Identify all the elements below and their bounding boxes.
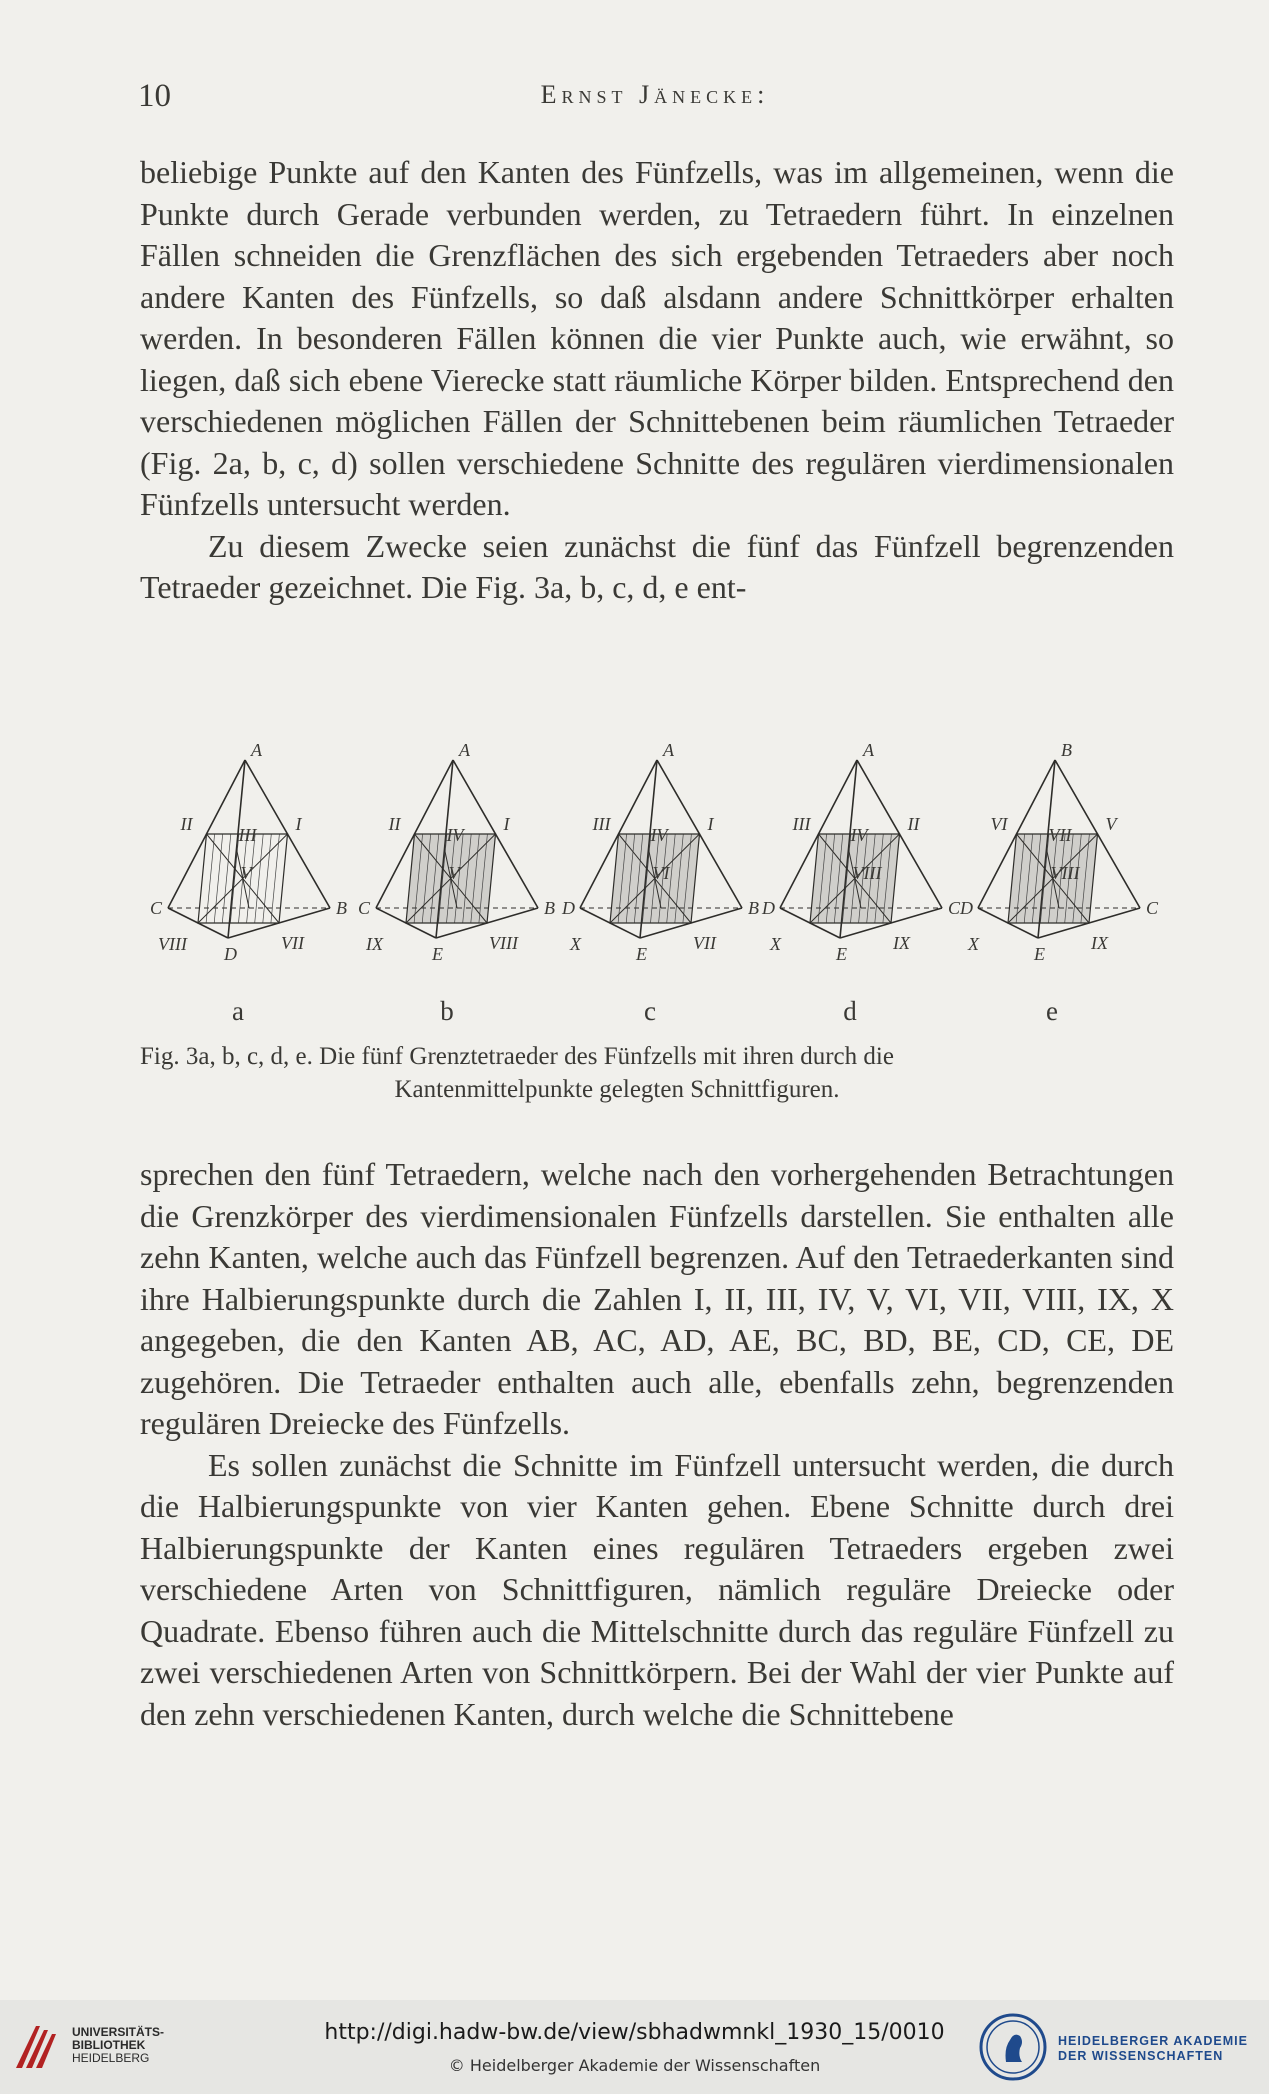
running-title: Ernst Jänecke: bbox=[540, 80, 770, 109]
vertex-label: E bbox=[836, 944, 847, 964]
vertex-label: X bbox=[770, 934, 781, 954]
library-line: BIBLIOTHEK bbox=[72, 2038, 146, 2052]
text-block-top bbox=[140, 152, 1174, 609]
vertex-label: II bbox=[180, 814, 193, 834]
page-header bbox=[138, 78, 1172, 118]
vertex-label: III bbox=[792, 814, 811, 834]
vertex-label: D bbox=[762, 898, 775, 918]
vertex-label: A bbox=[459, 740, 470, 760]
vertex-label: B bbox=[748, 898, 759, 918]
tetrahedron-panel bbox=[959, 740, 1159, 964]
vertex-label: IV bbox=[850, 825, 868, 845]
vertex-label: E bbox=[636, 944, 647, 964]
vertex-label: A bbox=[663, 740, 674, 760]
hatch-line bbox=[230, 834, 239, 923]
vertex-label: E bbox=[432, 944, 443, 964]
hatch-line bbox=[206, 834, 215, 923]
vertex-label: VIII bbox=[1050, 863, 1080, 883]
vertex-label: I bbox=[707, 814, 714, 834]
panel-letter-e: e bbox=[1046, 996, 1058, 1026]
academy-line: HEIDELBERGER AKADEMIE bbox=[1058, 2034, 1248, 2048]
vertex-label: A bbox=[863, 740, 874, 760]
vertex-label: C bbox=[948, 898, 961, 918]
text-block-bottom bbox=[140, 1154, 1174, 1735]
figure-tetrahedra bbox=[140, 730, 1174, 975]
hatch-line bbox=[263, 834, 272, 923]
tetrahedron-panel bbox=[150, 740, 347, 964]
vertex-label: VI bbox=[990, 814, 1008, 834]
vertex-label: VIII bbox=[158, 934, 187, 954]
paragraph: Zu diesem Zwecke seien zunächst die fünf das Fünfzell begrenzenden Tetraeder gezeichnet. Die Fig. 3a, b, c, d, e ent- bbox=[140, 527, 1174, 605]
hatch-line bbox=[271, 834, 280, 923]
panel-letter-b: b bbox=[440, 996, 454, 1026]
figure-caption bbox=[140, 1040, 1174, 1106]
vertex-label: V bbox=[240, 863, 252, 883]
vertex-label: II bbox=[907, 814, 920, 834]
vertex-label: C bbox=[150, 898, 163, 918]
vertex-label: C bbox=[358, 898, 371, 918]
vertex-label: B bbox=[544, 898, 555, 918]
panel-letter-d: d bbox=[843, 996, 857, 1026]
permalink-url[interactable]: http://digi.hadw-bw.de/view/sbhadwmnkl_1930_15/0010 bbox=[324, 2020, 945, 2045]
library-line: HEIDELBERG bbox=[72, 2051, 150, 2065]
paragraph: sprechen den fünf Tetraedern, welche nach den vorhergehenden Betrachtungen die Grenzkörper des vierdimensionalen Fünfzells darstellen. Sie enthalten alle zehn Kanten, welche auch das Fünfzell begrenzen. Auf den Tetraederkanten sind ihre Halbierungspunkte durch die Zahlen I, II, III, IV, V, VI, VII, VIII, IX, X angegeben, die den Kanten AB, AC, AD, AE, BC, BD, BE, CD, CE, DE zugehören. Die Tetraeder enthalten auch alle, ebenfalls zehn, begrenzenden regulären Dreiecke des Fünfzells. bbox=[140, 1156, 1174, 1441]
vertex-label: C bbox=[1146, 898, 1159, 918]
paragraph: Es sollen zunächst die Schnitte im Fünfzell untersucht werden, die durch die Halbierungspunkte von vier Kanten gehen. Ebene Schnitte durch drei Halbierungspunkte der Kanten eines regulären Tetraeders ergeben zwei verschiedene Arten von Schnittfiguren, nämlich reguläre Dreiecke oder Quadrate. Ebenso führen auch die Mittelschnitte durch das reguläre Fünfzell zu zwei verschiedenen Arten von Schnittkörpern. Bei der Wahl der vier Punkte auf den zehn verschiedenen Kanten, durch welche die Schnittebene bbox=[140, 1446, 1174, 1732]
page-number: 10 bbox=[138, 78, 171, 114]
academy-seal-icon bbox=[978, 2012, 1048, 2082]
academy-line: DER WISSENSCHAFTEN bbox=[1058, 2049, 1224, 2063]
vertex-label: V bbox=[1105, 814, 1117, 834]
vertex-label: V bbox=[448, 863, 460, 883]
hatch-line bbox=[255, 834, 264, 923]
caption-line-2: Kantenmittelpunkte gelegten Schnittfiguren. bbox=[394, 1076, 840, 1103]
vertex-label: IV bbox=[446, 825, 464, 845]
vertex-label: B bbox=[1061, 740, 1072, 760]
vertex-label: X bbox=[570, 934, 581, 954]
vertex-label: D bbox=[562, 898, 575, 918]
vertex-label: IX bbox=[366, 934, 383, 954]
vertex-label: VII bbox=[1048, 825, 1072, 845]
viewer-footer bbox=[0, 2000, 1269, 2094]
panel-letter-c: c bbox=[644, 996, 656, 1026]
figure-panel-letters bbox=[140, 996, 1174, 1028]
library-line: UNIVERSITÄTS- bbox=[72, 2025, 165, 2039]
hatch-line bbox=[222, 834, 231, 923]
vertex-label: VI bbox=[652, 863, 670, 883]
hatch-line bbox=[214, 834, 223, 923]
copyright-notice: © Heidelberger Akademie der Wissenschaften bbox=[448, 2056, 821, 2075]
vertex-label: III bbox=[592, 814, 611, 834]
tetrahedron-panel bbox=[561, 740, 759, 964]
paragraph: beliebige Punkte auf den Kanten des Fünfzells, was im allgemeinen, wenn die Punkte durch Gerade verbunden werden, zu Tetraedern führt. In einzelnen Fällen schneiden die Grenzflächen des sich ergebenden Tetraeders aber noch andere Kanten des Fünfzells, so daß alsdann andere Schnittkörper erhalten werden. In besonderen Fällen können die vier Punkte auch, wie erwähnt, so liegen, daß sich ebene Vierecke statt räumliche Körper bilden. Entsprechend den verschiedenen möglichen Fällen der Schnittebenen beim räumlichen Tetraeder (Fig. 2a, b, c, d) sollen verschiedene Schnitte des regulären vierdimensionalen Fünfzells untersucht werden. bbox=[140, 154, 1174, 522]
vertex-label: X bbox=[968, 934, 979, 954]
vertex-label: A bbox=[251, 740, 262, 760]
vertex-label: II bbox=[388, 814, 401, 834]
vertex-label: IX bbox=[1091, 933, 1108, 953]
vertex-label: I bbox=[503, 814, 510, 834]
caption-line-1: Fig. 3a, b, c, d, e. Die fünf Grenztetraeder des Fünfzells mit ihren durch die bbox=[140, 1043, 894, 1070]
vertex-label: B bbox=[336, 898, 347, 918]
vertex-label: VII bbox=[281, 933, 304, 953]
vertex-label: I bbox=[295, 814, 302, 834]
panel-letter-a: a bbox=[232, 996, 244, 1026]
vertex-label: VII bbox=[693, 933, 716, 953]
academy-name bbox=[1058, 2034, 1248, 2064]
vertex-label: III bbox=[238, 825, 257, 845]
vertex-label: VIII bbox=[489, 933, 518, 953]
vertex-label: D bbox=[960, 898, 973, 918]
vertex-label: D bbox=[224, 944, 237, 964]
vertex-label: VIII bbox=[852, 863, 882, 883]
tetrahedron-panel bbox=[358, 740, 555, 964]
vertex-label: IV bbox=[650, 825, 668, 845]
vertex-label: E bbox=[1034, 944, 1045, 964]
tetrahedron-panel bbox=[761, 740, 961, 964]
vertex-label: IX bbox=[893, 933, 910, 953]
